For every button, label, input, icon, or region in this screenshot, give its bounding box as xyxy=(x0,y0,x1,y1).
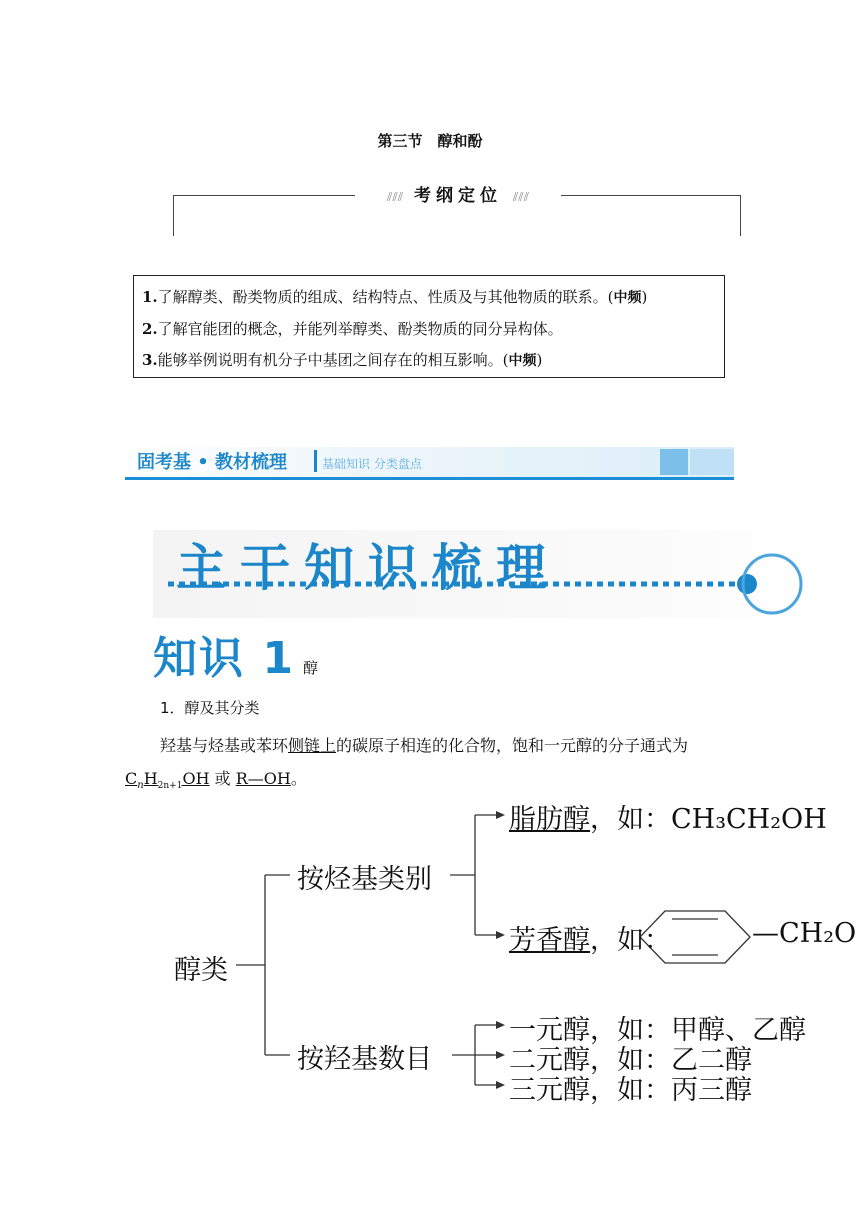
general-formula: $C_nH_{2n+1}OH$ xyxy=(125,769,210,792)
formula-line: $C_nH_{2n+1}OH$ 或 R—OH。 xyxy=(125,769,307,792)
knowledge-topic: 醇 xyxy=(303,659,319,677)
diagram-leaf-trihydric: 三元醇，如：丙三醇 xyxy=(509,1075,752,1106)
objective-item: 1.了解醇类、酚类物质的组成、结构特点、性质及与其他物质的联系。(中频) xyxy=(142,288,648,306)
outline-label xyxy=(355,183,561,209)
banner-divider xyxy=(314,450,317,472)
right-deco-icon: ⫽⫽⫽ xyxy=(512,190,529,204)
diagram-branch-hydroxyl: 按羟基数目 xyxy=(297,1044,432,1075)
outline-label-text: 考纲定位 xyxy=(414,186,502,206)
diagram-root: 醇类 xyxy=(174,955,228,986)
banner-title: 固考基 • 教材梳理 xyxy=(137,452,288,473)
definition-paragraph: 羟基与烃基或苯环侧链上的碳原子相连的化合物，饱和一元醇的分子通式为 xyxy=(160,736,689,755)
banner-subtitle: 基础知识 分类盘点 xyxy=(322,457,422,471)
objective-item: 3.能够举例说明有机分子中基团之间存在的相互影响。(中频) xyxy=(142,351,543,369)
objectives-box xyxy=(133,275,725,378)
diagram-leaf-aliphatic: 脂肪醇，如：CH₃CH₂OH xyxy=(509,804,827,835)
section-heading: 1．醇及其分类 xyxy=(160,699,260,717)
dotted-line-circle-icon xyxy=(160,548,810,623)
section-title: 第三节 醇和酚 xyxy=(377,132,483,150)
diagram-leaf-monohydric: 一元醇，如：甲醇、乙醇 xyxy=(509,1015,806,1046)
objective-item: 2.了解官能团的概念，并能列举醇类、酚类物质的同分异构体。 xyxy=(142,320,563,338)
diagram-leaf-dihydric: 二元醇，如：乙二醇 xyxy=(509,1045,752,1076)
diagram-leaf-aromatic: 芳香醇，如： xyxy=(509,925,671,956)
banner-blocks-icon xyxy=(660,449,734,475)
big-title: 主干知识梳理 xyxy=(176,539,560,597)
diagram-branch-hydrocarbon: 按烃基类别 xyxy=(297,864,432,895)
knowledge-label: 知识 1 xyxy=(153,633,295,684)
left-deco-icon: ⫽⫽⫽ xyxy=(387,190,404,204)
rooh-formula: R—OH xyxy=(235,769,291,788)
diagram-aromatic-group: —CH₂O xyxy=(752,918,857,949)
